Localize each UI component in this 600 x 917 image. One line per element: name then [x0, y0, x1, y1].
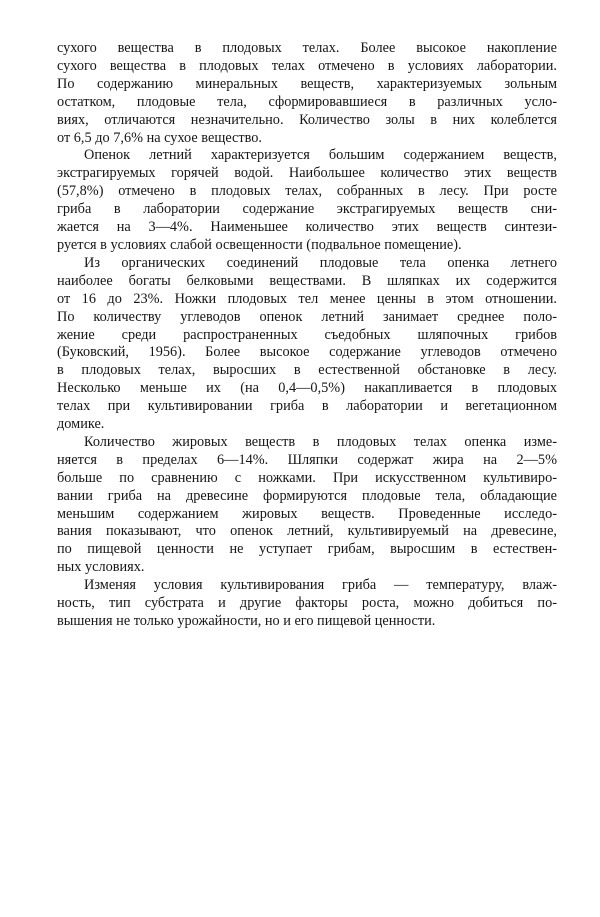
text-line: экстрагируемых горячей водой. Наибольшее количество этих веществ [57, 165, 557, 182]
text-line: ность, тип субстрата и другие факторы роста, можно добиться по- [57, 595, 557, 612]
text-line: По содержанию минеральных веществ, характеризуемых зольным [57, 75, 557, 92]
body-text [57, 40, 557, 631]
text-line: По количеству углеводов опенок летний занимает среднее поло- [57, 308, 557, 325]
text-line: сухого вещества в плодовых телах отмечено в условиях лаборатории. [57, 57, 557, 74]
text-line: остатком, плодовые тела, сформировавшиеся в различных усло- [57, 93, 557, 110]
paragraph-fats [57, 434, 557, 577]
text-line: (57,8%) отмечено в плодовых телах, собранных в лесу. При росте [57, 183, 557, 200]
text-line: жается на 3—4%. Наименьшее количество этих веществ синтези- [57, 219, 557, 236]
text-line: ных условиях. [57, 559, 145, 576]
text-line: меньшим содержанием жировых веществ. Проведенные исследо- [57, 505, 557, 522]
text-line: няется в пределах 6—14%. Шляпки содержат жира на 2—5% [57, 451, 557, 468]
text-line: Опенок летний характеризуется большим содержанием веществ, [84, 147, 557, 164]
text-line: телах при культивировании гриба в лаборатории и вегетационном [57, 398, 557, 415]
text-line: вышения не только урожайности, но и его пищевой ценности. [57, 613, 436, 629]
text-line: домике. [57, 416, 105, 433]
text-line: больше по сравнению с ножками. При искусственном культивиро- [57, 469, 557, 486]
text-line: (Буковский, 1956). Более высокое содержание углеводов отмечено [57, 344, 557, 361]
text-line: вания показывают, что опенок летний, культивируемый на древесине, [57, 523, 557, 540]
text-line: сухого вещества в плодовых телах. Более высокое накопление [57, 40, 557, 56]
text-line: руется в условиях слабой освещенности (подвальное помещение). [57, 236, 462, 253]
paragraph-extractives [57, 147, 557, 254]
paragraph-proteins-carbohydrates [57, 255, 557, 434]
text-line: жение среди распространенных съедобных шляпочных грибов [57, 326, 557, 343]
text-line: от 16 до 23%. Ножки плодовых тел менее ценны в этом отношении. [57, 290, 557, 307]
text-line: Изменяя условия культивирования гриба — температуру, влаж- [84, 577, 557, 594]
text-line: Несколько меньше их (на 0,4—0,5%) накапливается в плодовых [57, 380, 557, 397]
text-line: вании гриба на древесине формируются плодовые тела, обладающие [57, 487, 557, 504]
text-line: по пищевой ценности не уступает грибам, выросшим в естествен- [57, 541, 557, 558]
paragraph-dry-matter [57, 40, 557, 147]
text-line: в плодовых телах, выросших в естественной обстановке в лесу. [57, 362, 557, 379]
text-line: Количество жировых веществ в плодовых телах опенка изме- [84, 433, 557, 450]
text-line: от 6,5 до 7,6% на сухое вещество. [57, 129, 262, 146]
text-line: наиболее богаты белковыми веществами. В шляпках их содержится [57, 272, 557, 289]
paragraph-cultivation-conditions [57, 577, 557, 631]
text-line: гриба в лаборатории содержание экстрагируемых веществ сни- [57, 201, 557, 218]
text-line: Из органических соединений плодовые тела опенка летнего [84, 254, 557, 271]
text-line: виях, отличаются незначительно. Количество золы в них колеблется [57, 111, 557, 128]
